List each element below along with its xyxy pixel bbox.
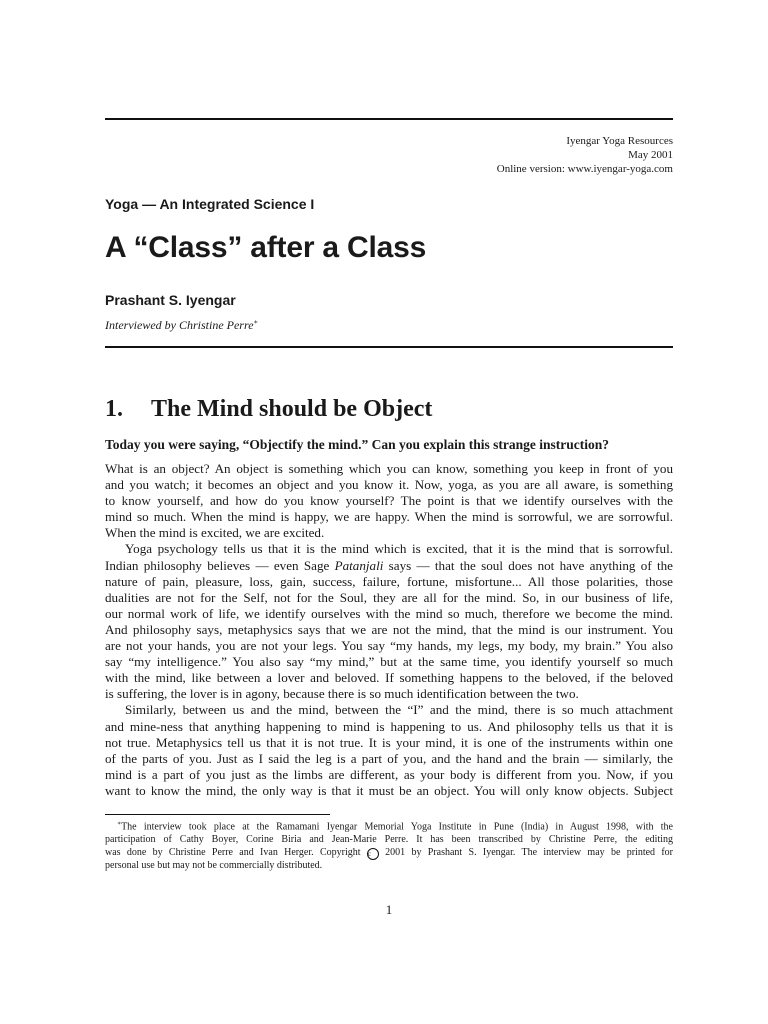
body-line: Similarly, between us and the mind, between the “I” and the mind, there is so much attachment (125, 702, 673, 718)
body-line: of the parts of you. Just as I said the leg is a part of you, and the hand and the brain — similarly, the (105, 750, 673, 766)
header-date: May 2001 (628, 149, 673, 161)
footnote-line: ∗The interview took place at the Ramamani Iyengar Memorial Yoga Institute in Pune (India) in August 1998, with the (117, 821, 673, 833)
copyright-symbol: c (367, 848, 379, 860)
header-info (273, 134, 673, 176)
title-rule (105, 346, 673, 348)
body-line: Yoga psychology tells us that it is the mind which is excited, that it is the mind that is sorrowful. (125, 541, 673, 557)
body-line: not true. Metaphysics tell us that it is not true. It is your mind, it is one of the instruments within one (105, 734, 673, 750)
body-line: with the mind, like between a lover and beloved. If something happens to the beloved, if the beloved (105, 670, 673, 686)
body-line: Indian philosophy believes — even Sage Patanjali says — that the soul does not have anything of the (105, 557, 673, 573)
body-line: want to know the mind, the only way is that it must be an object. You will only know objects. Subject (105, 782, 673, 798)
footnote-marker: ∗ (117, 821, 122, 827)
interview-question: Today you were saying, “Objectify the mind.” Can you explain this strange instruction? (105, 437, 610, 452)
section-title-text: The Mind should be Object (151, 396, 433, 422)
footnote-marker: ∗ (253, 318, 259, 326)
body-line: And philosophy says, metaphysics says that we are not the mind, that the mind is our instrument. You (105, 621, 673, 637)
header-publisher: Iyengar Yoga Resources (566, 135, 673, 147)
body-line: say “my intelligence.” You also say “my mind,” but at the same time, you identify yourself so much (105, 654, 673, 670)
body-line: mind so much. When the mind is happy, we are happy. When the mind is sorrowful, we are sorrowful. (105, 509, 673, 525)
body-line: are not your hands, you are not your legs. You say “my hands, my legs, my body, my brain.” You also (105, 638, 673, 654)
page-number: 1 (385, 902, 393, 917)
header-online-version: Online version: www.iyengar-yoga.com (496, 163, 673, 175)
document-page (105, 0, 673, 1024)
body-line: What is an object? An object is something which you can know, something you keep in front of you (105, 461, 673, 476)
series-title: Yoga — An Integrated Science I (105, 196, 315, 212)
body-text (105, 461, 673, 799)
top-rule (105, 118, 673, 120)
page-title: A “Class” after a Class (105, 231, 427, 264)
interviewer-text: Interviewed by Christine Perre (105, 318, 254, 332)
section-heading (105, 396, 432, 423)
body-line: dualities are not for the Self, not for the Soul, they are all for the mind. So, in our business of life, (105, 589, 673, 605)
body-line: our normal work of life, we identify ourselves with the mind so much, therefore we become the mind. (105, 605, 673, 621)
body-line: and mine-ness that anything happening to mind is happening to us. And philosophy tells us that it is (105, 718, 673, 734)
body-line: mind is a part of you just as the limbs are different, as your body is different from you. Now, if you (105, 766, 673, 782)
footnote-line: personal use but may not be commercially distributed. (105, 859, 323, 871)
footnote-line: was done by Christine Perre and Ivan Herger. Copyright c 2001 by Prashant S. Iyengar. The interview may be printed for (105, 846, 674, 858)
emphasis: Patanjali (334, 557, 384, 573)
body-line: is suffering, the lover is in agony, because there is so much identification between the two. (105, 686, 579, 702)
body-line: When the mind is excited, we are excited. (105, 525, 325, 541)
author-name: Prashant S. Iyengar (105, 292, 236, 308)
footnote-rule (105, 814, 330, 815)
footnote-line: participation of Cathy Boyer, Corine Biria and Jean-Marie Perre. It has been transcribed by Christine Perre, the editing (105, 833, 673, 845)
body-line: to know yourself, and how do you know yourself? The point is that we identify ourselves with the (105, 493, 673, 509)
section-number: 1. (105, 396, 123, 422)
footnote (105, 818, 673, 872)
interviewer-credit (105, 318, 258, 333)
body-line: nature of pain, pleasure, loss, gain, success, failure, fortune, misfortune... All those polarities, those (105, 573, 673, 589)
body-line: and you watch; it becomes an object and you know it. Now, yoga, as you are all aware, is something (105, 477, 673, 493)
